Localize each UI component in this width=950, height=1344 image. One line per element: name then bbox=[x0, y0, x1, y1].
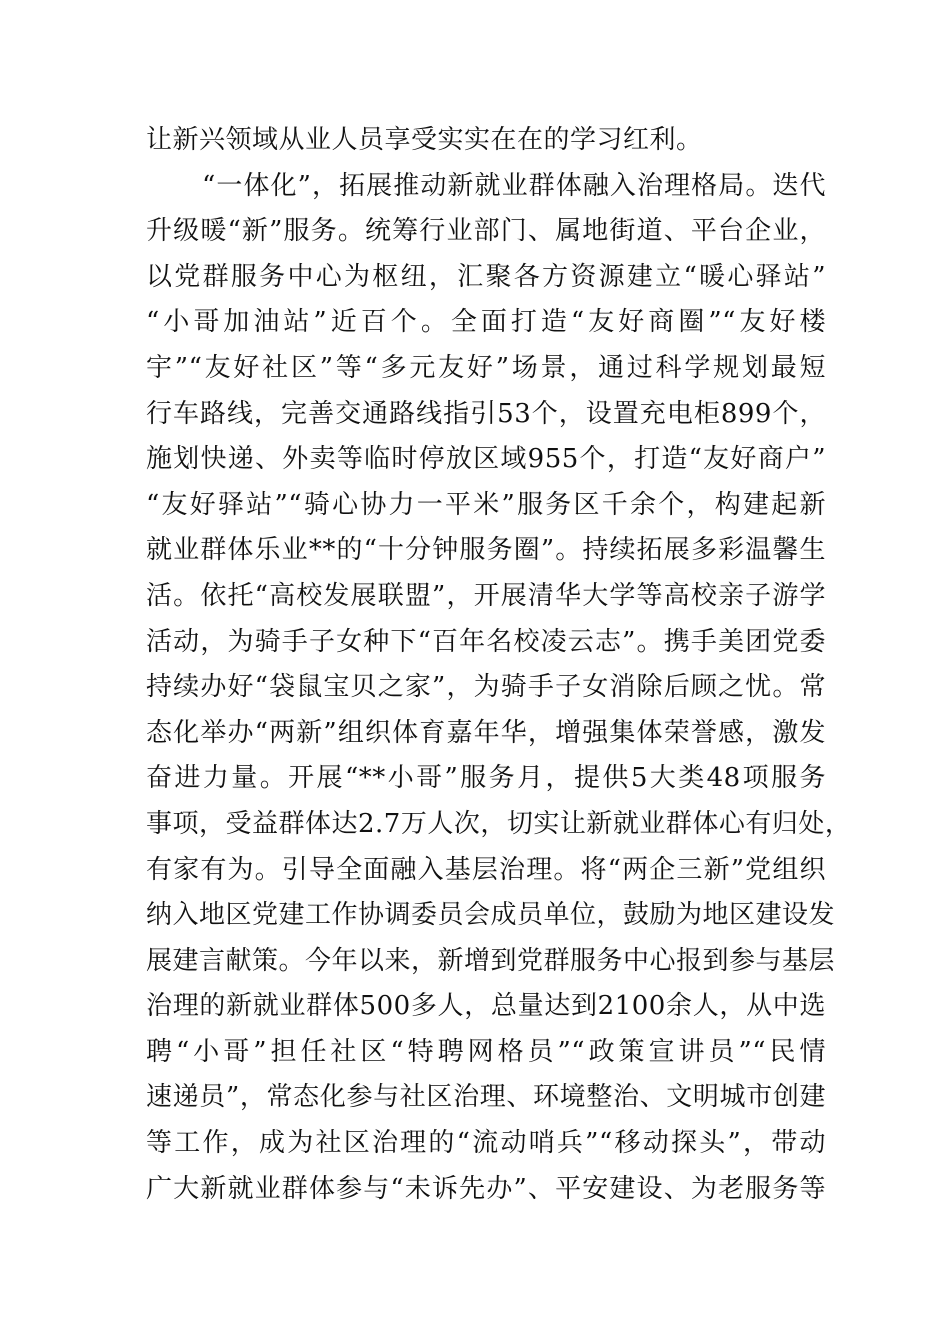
text-line: 聘“小哥”担任社区“特聘网格员”“政策宣讲员”“民情 bbox=[146, 1036, 826, 1067]
text-line: 活。依托“高校发展联盟”，开展清华大学等高校亲子游学 bbox=[146, 580, 826, 611]
text-line: 等工作，成为社区治理的“流动哨兵”“移动探头”，带动 bbox=[146, 1128, 826, 1159]
text-line: 让新兴领域从业人员享受实实在在的学习红利。 bbox=[146, 125, 703, 155]
text-line: “友好驿站”“骑心协力一平米”服务区千余个，构建起新 bbox=[146, 489, 826, 520]
text-line: 活动，为骑手子女种下“百年名校凌云志”。携手美团党委 bbox=[146, 626, 826, 657]
text-line: 态化举办“两新”组织体育嘉年华，增强集体荣誉感，激发 bbox=[146, 717, 826, 748]
text-line: 有家有为。引导全面融入基层治理。将“两企三新”党组织 bbox=[146, 854, 826, 885]
text-line: 治理的新就业群体500多人，总量达到2100余人，从中选 bbox=[146, 991, 826, 1022]
text-line: 事项，受益群体达2.7万人次，切实让新就业群体心有归处， bbox=[146, 808, 852, 839]
text-line: 行车路线，完善交通路线指引53个，设置充电柜899个， bbox=[146, 398, 826, 429]
text-line: “小哥加油站”近百个。全面打造“友好商圈”“友好楼 bbox=[146, 307, 826, 338]
paragraph-first-line: “一体化”，拓展推动新就业群体融入治理格局。迭代 bbox=[202, 170, 826, 201]
text-line: 持续办好“袋鼠宝贝之家”，为骑手子女消除后顾之忧。常 bbox=[146, 672, 826, 703]
text-line: 展建言献策。今年以来，新增到党群服务中心报到参与基层 bbox=[146, 945, 836, 976]
text-line: 升级暖“新”服务。统筹行业部门、属地街道、平台企业， bbox=[146, 216, 826, 247]
text-line: 奋进力量。开展“**小哥”服务月，提供5大类48项服务 bbox=[146, 763, 826, 794]
text-line: 以党群服务中心为枢纽，汇聚各方资源建立“暖心驿站” bbox=[146, 261, 826, 292]
text-line: 广大新就业群体参与“未诉先办”、平安建设、为老服务等 bbox=[146, 1173, 826, 1204]
text-line: 施划快递、外卖等临时停放区域955个，打造“友好商户” bbox=[146, 444, 826, 475]
text-line: 纳入地区党建工作协调委员会成员单位，鼓励为地区建设发 bbox=[146, 900, 836, 931]
text-line: 速递员”，常态化参与社区治理、环境整治、文明城市创建 bbox=[146, 1082, 826, 1113]
text-line: 宇”“友好社区”等“多元友好”场景，通过科学规划最短 bbox=[146, 352, 826, 383]
text-line: 就业群体乐业**的“十分钟服务圈”。持续拓展多彩温馨生 bbox=[146, 535, 826, 566]
body-text bbox=[146, 118, 852, 1212]
